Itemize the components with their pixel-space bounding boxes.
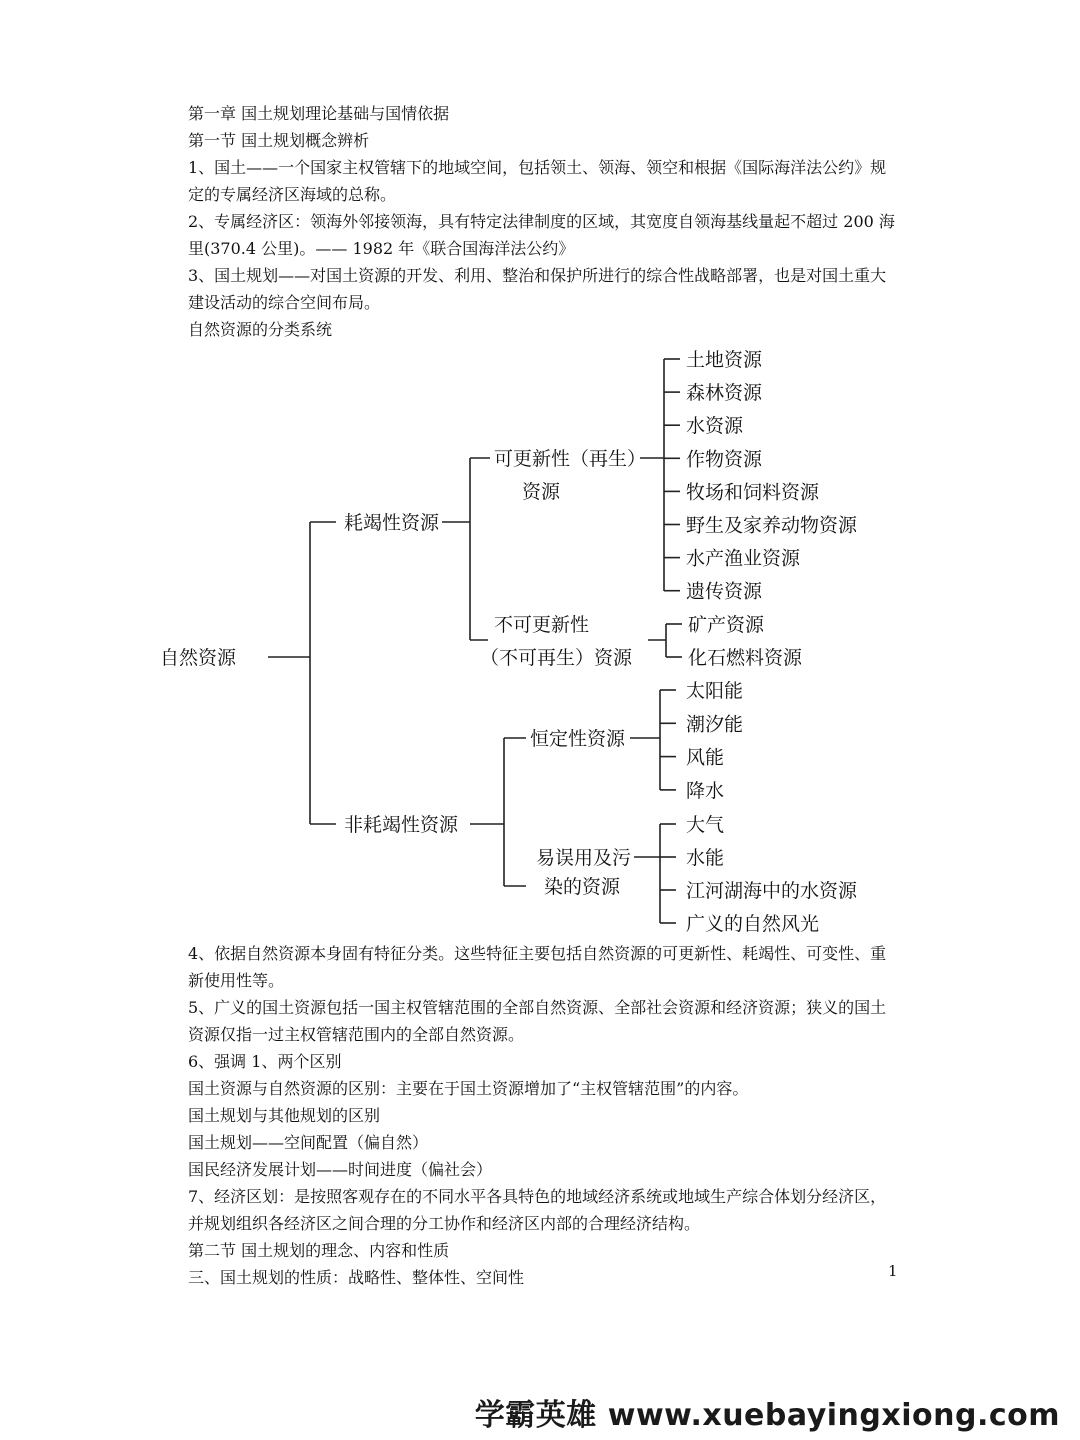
section-2-item: 三、国土规划的性质：战略性、整体性、空间性 bbox=[188, 1268, 525, 1287]
page-number: 1 bbox=[888, 1262, 898, 1280]
paragraph-1: 1、国土——一个国家主权管辖下的地域空间，包括领土、领海、领空和根据《国际海洋法公约》规定的专属经济区海域的总称。 bbox=[188, 158, 887, 204]
node-constant: 恒定性资源 bbox=[530, 728, 626, 750]
leaf-item: 江河湖海中的水资源 bbox=[686, 880, 858, 902]
leaf-item: 矿产资源 bbox=[688, 614, 765, 636]
leaf-item: 广义的自然风光 bbox=[686, 913, 820, 935]
leaf-item: 潮汐能 bbox=[686, 713, 744, 736]
chapter-title: 第一章 国土规划理论基础与国情依据 bbox=[188, 104, 450, 123]
section-2-title: 第二节 国土规划的理念、内容和性质 bbox=[188, 1241, 450, 1260]
leaf-item: 遗传资源 bbox=[686, 580, 763, 603]
node-renewable-line2: 资源 bbox=[522, 481, 561, 503]
diagram-caption: 自然资源的分类系统 bbox=[188, 320, 333, 339]
line-6b: 国土规划与其他规划的区别 bbox=[188, 1106, 381, 1125]
leaf-item: 水资源 bbox=[686, 415, 744, 438]
paragraph-3: 3、国土规划——对国土资源的开发、利用、整治和保护所进行的综合性战略部署，也是对国土重大建设活动的综合空间布局。 bbox=[188, 266, 887, 312]
line-6d: 国民经济发展计划——时间进度（偏社会） bbox=[188, 1160, 493, 1179]
line-6a: 国土资源与自然资源的区别：主要在于国土资源增加了“主权管辖范围”的内容。 bbox=[188, 1079, 749, 1098]
paragraph-2: 2、专属经济区：领海外邻接领海，具有特定法律制度的区域，其宽度自领海基线量起不超过 200 海里(370.4 公里)。—— 1982 年《联合国海洋法公约》 bbox=[188, 212, 895, 258]
node-misuse-line2: 染的资源 bbox=[544, 876, 621, 898]
node-natural-resources: 自然资源 bbox=[160, 647, 237, 669]
leaf-item: 降水 bbox=[686, 779, 725, 802]
leaf-item: 风能 bbox=[686, 746, 725, 769]
paragraph-4: 4、依据自然资源本身固有特征分类。这些特征主要包括自然资源的可更新性、耗竭性、可变性、重新使用性等。 bbox=[188, 944, 887, 990]
node-inexhaustible: 非耗竭性资源 bbox=[344, 814, 459, 836]
line-6: 6、强调 1、两个区别 bbox=[188, 1052, 342, 1071]
leaf-item: 大气 bbox=[686, 814, 725, 836]
node-nonrenewable-line1: 不可更新性 bbox=[494, 614, 590, 636]
node-exhaustible: 耗竭性资源 bbox=[344, 512, 440, 534]
paragraph-7: 7、经济区划：是按照客观存在的不同水平各具特色的地域经济系统或地域生产综合体划分经济区，并规划组织各经济区之间合理的分工协作和经济区内部的合理经济结构。 bbox=[188, 1187, 887, 1233]
leaf-item: 水产渔业资源 bbox=[686, 547, 801, 570]
leaf-item: 太阳能 bbox=[686, 680, 744, 702]
footer-watermark: 学霸英雄 www.xuebayingxiong.com bbox=[474, 1398, 1060, 1433]
leaf-item: 水能 bbox=[686, 847, 725, 869]
leaf-item: 化石燃料资源 bbox=[688, 647, 803, 669]
leaf-item: 野生及家养动物资源 bbox=[686, 514, 858, 537]
paragraph-5: 5、广义的国土资源包括一国主权管辖范围的全部自然资源、全部社会资源和经济资源；狭义的国土资源仅指一过主权管辖范围内的全部自然资源。 bbox=[188, 998, 887, 1044]
leaf-item: 作物资源 bbox=[686, 448, 763, 471]
line-6c: 国土规划——空间配置（偏自然） bbox=[188, 1133, 429, 1152]
leaf-item: 森林资源 bbox=[686, 382, 763, 405]
node-misuse-line1: 易误用及污 bbox=[536, 847, 632, 869]
leaf-item: 土地资源 bbox=[686, 349, 763, 371]
node-nonrenewable-line2: （不可再生）资源 bbox=[480, 647, 633, 669]
leaf-item: 牧场和饲料资源 bbox=[686, 481, 820, 504]
section-title: 第一节 国土规划概念辨析 bbox=[188, 131, 370, 150]
node-renewable-line1: 可更新性（再生） bbox=[494, 448, 647, 470]
